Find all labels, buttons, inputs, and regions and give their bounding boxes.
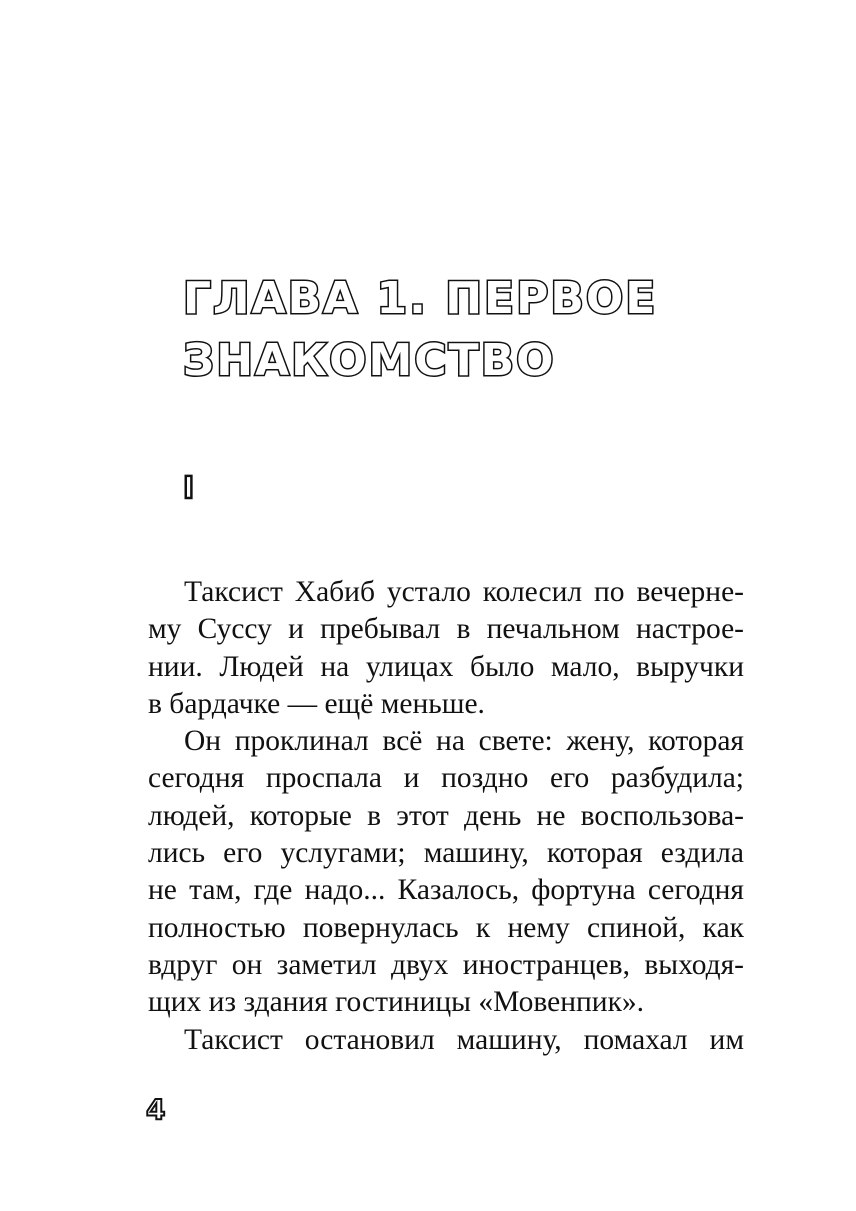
page-number: 4 bbox=[146, 1093, 166, 1126]
chapter-title-line-1: ГЛАВА 1. ПЕРВОЕ bbox=[183, 273, 658, 324]
text-line: му Суссу и пребывал в печальном настрое- bbox=[148, 613, 744, 646]
text-line: Он проклинал всё на свете: жену, которая bbox=[184, 725, 744, 758]
text-line: Таксист Хабиб устало колесил по вечерне- bbox=[184, 576, 744, 608]
text-line: лись его услугами; машину, которая ездила bbox=[148, 837, 744, 870]
text-line: вдруг он заметил двух иностранцев, выходя- bbox=[148, 948, 744, 981]
text-line: людей, которые в этот день не воспользова- bbox=[148, 799, 744, 832]
chapter-title-line-2: ЗНАКОМСТВО bbox=[183, 335, 556, 386]
text-line: полностью повернулась к нему спиной, как bbox=[148, 911, 744, 944]
chapter-title bbox=[183, 268, 743, 392]
paragraph-3 bbox=[148, 1022, 744, 1059]
body-text bbox=[148, 574, 744, 1059]
text-line: не там, где надо... Казалось, фортуна сегодня bbox=[148, 874, 744, 907]
paragraph-2 bbox=[148, 723, 744, 1021]
text-line: в бардачке — ещё меньше. bbox=[148, 687, 485, 720]
text-line: щих из здания гостиницы «Мовенпик». bbox=[148, 986, 645, 1019]
section-number: I bbox=[183, 471, 195, 506]
text-line: сегодня проспала и поздно его разбудила; bbox=[148, 762, 744, 795]
paragraph-1 bbox=[148, 574, 744, 723]
text-line: Таксист остановил машину, помахал им bbox=[184, 1023, 744, 1056]
text-line: нии. Людей на улицах было мало, выручки bbox=[148, 650, 744, 683]
